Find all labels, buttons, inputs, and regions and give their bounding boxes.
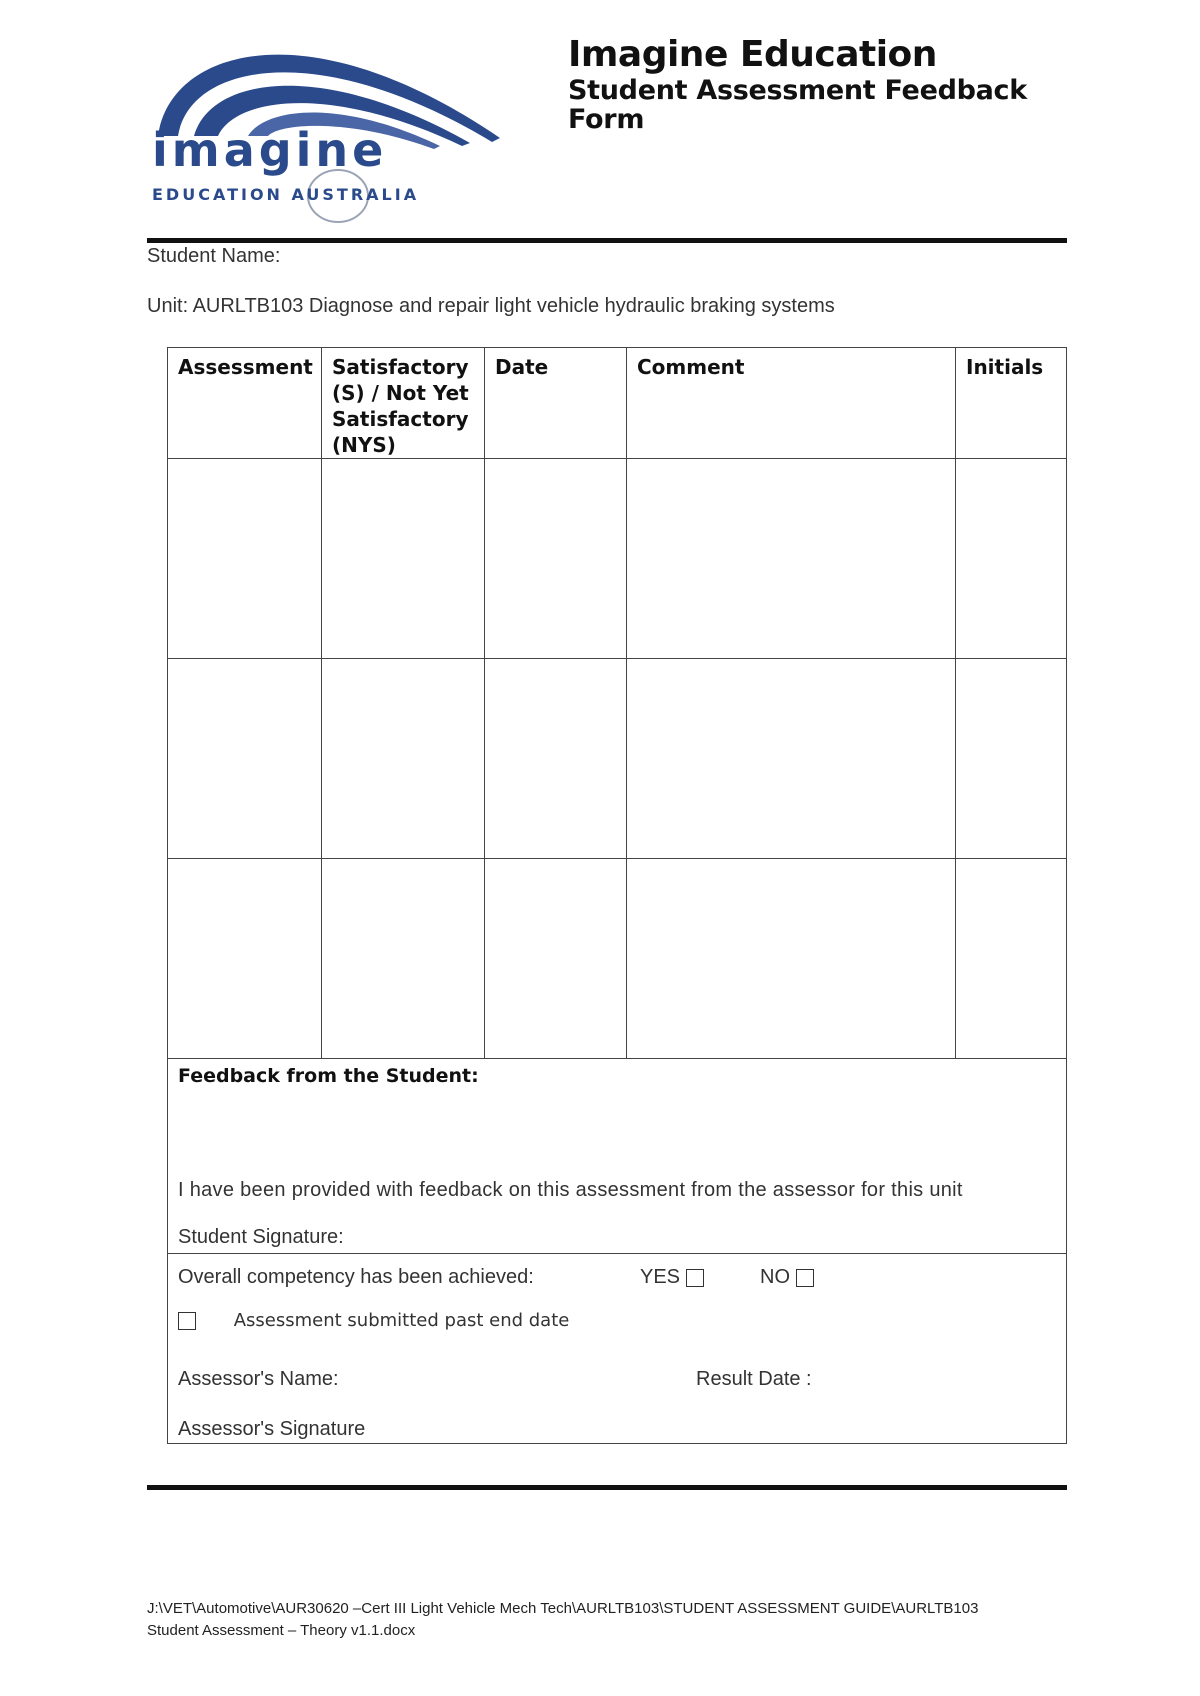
assessor-name-field[interactable]: Assessor's Name: <box>178 1368 339 1390</box>
form-heading <box>568 34 1027 134</box>
past-end-date-line <box>178 1310 1056 1350</box>
yes-option[interactable] <box>640 1266 704 1289</box>
feedback-acknowledgement: I have been provided with feedback on this assessment from the assessor for this unit <box>178 1179 963 1201</box>
form-subtitle-line1: Student Assessment Feedback <box>568 75 1027 106</box>
no-label: NO <box>760 1266 790 1288</box>
assessment-cell[interactable] <box>168 659 322 859</box>
logo-arcs-graphic <box>150 18 510 228</box>
assessment-cell[interactable] <box>168 859 322 1059</box>
date-cell[interactable] <box>485 859 627 1059</box>
logo-tagline: EDUCATION AUSTRALIA <box>152 185 420 204</box>
assessment-table <box>167 347 1067 1444</box>
feedback-cell[interactable] <box>168 1059 1067 1254</box>
result-cell[interactable] <box>322 659 485 859</box>
initials-cell[interactable] <box>956 859 1067 1059</box>
result-cell[interactable] <box>322 459 485 659</box>
comment-cell[interactable] <box>627 659 956 859</box>
student-signature-field[interactable]: Student Signature: <box>178 1226 344 1248</box>
feedback-title: Feedback from the Student: <box>178 1065 479 1087</box>
overall-competency-label: Overall competency has been achieved: <box>178 1266 534 1288</box>
table-row <box>168 859 1067 1059</box>
past-end-date-checkbox[interactable] <box>178 1312 196 1330</box>
logo-wordmark: imagine <box>152 123 388 177</box>
unit-label: Unit: AURLTB103 Diagnose and repair light vehicle hydraulic braking systems <box>147 295 835 317</box>
header-assessment: Assessment <box>168 348 322 459</box>
table-row <box>168 659 1067 859</box>
yes-checkbox[interactable] <box>686 1269 704 1287</box>
header-comment: Comment <box>627 348 956 459</box>
competency-line <box>178 1266 1056 1306</box>
assessment-cell[interactable] <box>168 459 322 659</box>
assessor-row <box>168 1254 1067 1444</box>
document-path <box>147 1598 978 1642</box>
org-title: Imagine Education <box>568 34 937 75</box>
table-row <box>168 459 1067 659</box>
assessor-name-line <box>178 1368 1056 1408</box>
yes-label: YES <box>640 1266 681 1288</box>
student-name-field[interactable]: Student Name: <box>147 245 281 267</box>
result-date-field[interactable]: Result Date : <box>696 1368 812 1390</box>
header-satisfactory <box>322 348 485 459</box>
result-cell[interactable] <box>322 859 485 1059</box>
date-cell[interactable] <box>485 459 627 659</box>
form-subtitle-line2: Form <box>568 104 645 135</box>
table-header-row <box>168 348 1067 459</box>
footer-rule <box>147 1485 1067 1490</box>
header-initials: Initials <box>956 348 1067 459</box>
header-sat-line: (S) / Not Yet <box>332 381 469 405</box>
comment-cell[interactable] <box>627 459 956 659</box>
header-rule <box>147 238 1067 243</box>
no-option[interactable] <box>760 1266 814 1289</box>
assessor-signature-field[interactable]: Assessor's Signature <box>178 1418 366 1440</box>
comment-cell[interactable] <box>627 859 956 1059</box>
initials-cell[interactable] <box>956 459 1067 659</box>
header-sat-line: Satisfactory <box>332 407 469 431</box>
header-date: Date <box>485 348 627 459</box>
date-cell[interactable] <box>485 659 627 859</box>
imagine-logo <box>150 18 510 228</box>
initials-cell[interactable] <box>956 659 1067 859</box>
past-end-date-label: Assessment submitted past end date <box>233 1310 570 1331</box>
header-sat-line: (NYS) <box>332 433 396 457</box>
header-sat-line: Satisfactory <box>332 355 469 379</box>
document-path-line: J:\VET\Automotive\AUR30620 –Cert III Light Vehicle Mech Tech\AURLTB103\STUDENT ASSESSMENT GUIDE\AURLTB103 <box>147 1600 979 1617</box>
document-path-line: Student Assessment – Theory v1.1.docx <box>147 1622 416 1639</box>
no-checkbox[interactable] <box>796 1269 814 1287</box>
assessor-cell <box>168 1254 1067 1444</box>
feedback-row <box>168 1059 1067 1254</box>
